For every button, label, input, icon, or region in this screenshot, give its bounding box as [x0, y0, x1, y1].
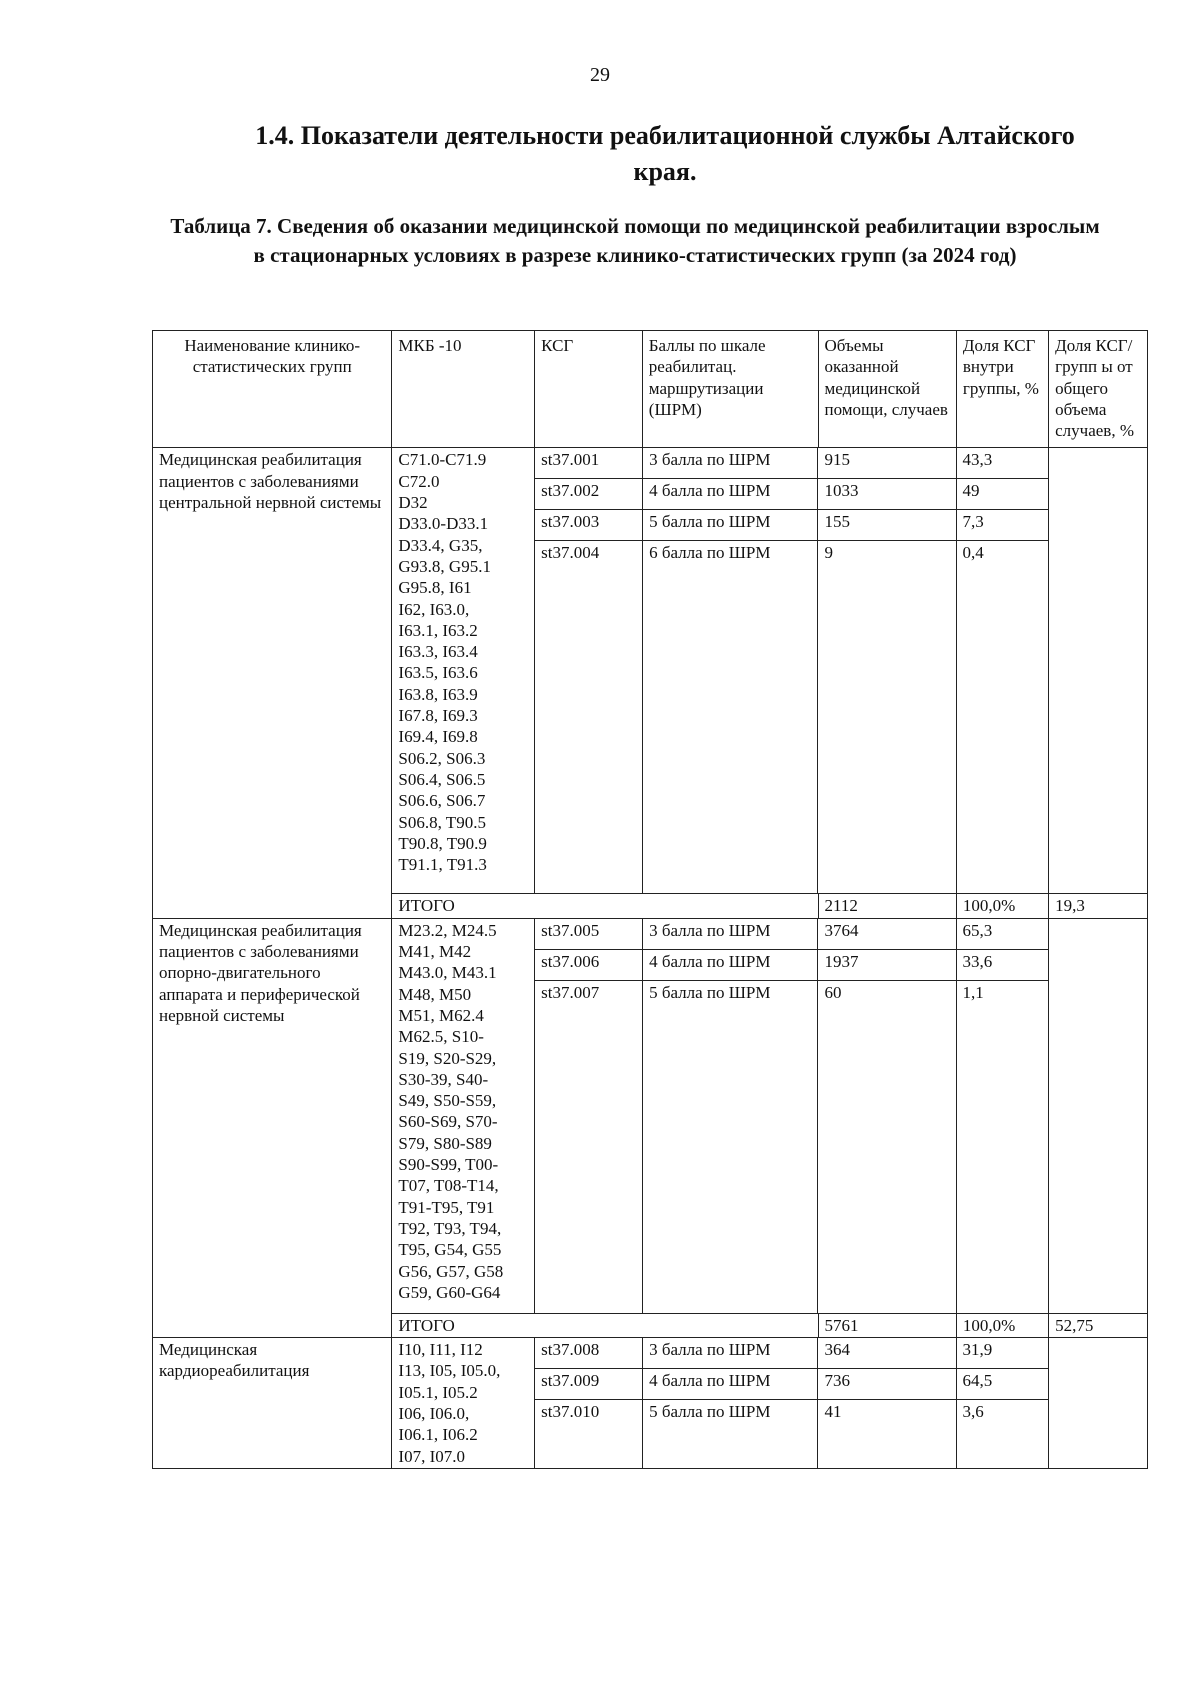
group-row: [153, 1338, 1148, 1469]
ksg-code: st37.001: [535, 448, 642, 479]
ksg-code: st37.010: [535, 1400, 642, 1469]
ksg-share: 43,3: [956, 448, 1048, 479]
ksg-score: 6 балла по ШРМ: [643, 541, 818, 894]
ksg-volume: 364: [818, 1338, 956, 1369]
total-label: ИТОГО: [392, 894, 818, 918]
total-share: 100,0%: [956, 1313, 1048, 1337]
total-volume: 2112: [818, 894, 956, 918]
ksg-volume: 9: [818, 541, 956, 894]
ksg-share: 64,5: [956, 1369, 1048, 1400]
header-group: Наименование клинико-статистических групп: [153, 331, 392, 448]
ksg-score: 3 балла по ШРМ: [643, 448, 818, 479]
ksg-share: 31,9: [956, 1338, 1048, 1369]
group-name: Медицинская реабилитация пациентов с заболеваниями опорно-двигательного аппарата и периферической нервной системы: [153, 918, 392, 1337]
ksg-volume: 155: [818, 510, 956, 541]
header-share-in-group: Доля КСГ внутри группы, %: [956, 331, 1048, 448]
ksg-score: 3 балла по ШРМ: [643, 919, 818, 950]
ksg-code: st37.006: [535, 949, 642, 980]
ksg-volume: 1033: [818, 479, 956, 510]
ksg-share: 33,6: [956, 949, 1048, 980]
ksg-subtable-cell: [535, 1338, 1049, 1469]
group-name: Медицинская кардиореабилитация: [153, 1338, 392, 1469]
header-volume: Объемы оказанной медицинской помощи, случаев: [818, 331, 956, 448]
header-score: Баллы по шкале реабилитац. маршрутизации (ШРМ): [642, 331, 818, 448]
table-caption: Таблица 7. Сведения об оказании медицинской помощи по медицинской реабилитации взрослым в стационарных условиях в разрезе клинико-статистических групп (за 2024 год): [170, 214, 1100, 267]
ksg-subtable-cell: [535, 448, 1049, 894]
ksg-row: [535, 448, 1048, 479]
ksg-score: 5 балла по ШРМ: [643, 980, 818, 1313]
ksg-share: 49: [956, 479, 1048, 510]
ksg-code: st37.002: [535, 479, 642, 510]
share-total-empty: [1049, 918, 1148, 1313]
ksg-volume: 41: [818, 1400, 956, 1469]
group-share-total: 52,75: [1049, 1313, 1148, 1337]
ksg-row: [535, 541, 1048, 894]
ksg-code: st37.005: [535, 919, 642, 950]
mkb-codes: I10, I11, I12 I13, I05, I05.0, I05.1, I05.2 I06, I06.0, I06.1, I06.2 I07, I07.0: [392, 1338, 535, 1469]
ksg-code: st37.007: [535, 980, 642, 1313]
group-row: [153, 918, 1148, 1313]
ksg-volume: 915: [818, 448, 956, 479]
ksg-row: [535, 1338, 1048, 1369]
group-share-total: 19,3: [1049, 894, 1148, 918]
ksg-score: 4 балла по ШРМ: [643, 949, 818, 980]
ksg-share: 0,4: [956, 541, 1048, 894]
ksg-share: 3,6: [956, 1400, 1048, 1469]
ksg-share: 7,3: [956, 510, 1048, 541]
section-title: 1.4. Показатели деятельности реабилитационной службы Алтайского края.: [255, 121, 1075, 186]
header-share-total: Доля КСГ/групп ы от общего объема случаев, %: [1049, 331, 1148, 448]
ksg-row: [535, 510, 1048, 541]
ksg-row: [535, 479, 1048, 510]
ksg-row: [535, 949, 1048, 980]
ksg-code: st37.009: [535, 1369, 642, 1400]
ksg-score: 3 балла по ШРМ: [643, 1338, 818, 1369]
header-mkb: МКБ -10: [392, 331, 535, 448]
ksg-code: st37.003: [535, 510, 642, 541]
mkb-codes: M23.2, M24.5 M41, M42 M43.0, M43.1 M48, M50 M51, M62.4 M62.5, S10- S19, S20-S29, S30-39, S40- S49, S50-S59, S60-S69, S70- S79, S80-S89 S90-S99, T00- T07, T08-T14, T91-T95, T91 T92, T93, T94, T95, G54, G55 G56, G57, G58 G59, G60-G64: [392, 918, 535, 1313]
mkb-codes: C71.0-C71.9 C72.0 D32 D33.0-D33.1 D33.4, G35, G93.8, G95.1 G95.8, I61 I62, I63.0, I63.1, I63.2 I63.3, I63.4 I63.5, I63.6 I63.8, I63.9 I67.8, I69.3 I69.4, I69.8 S06.2, S06.3 S06.4, S06.5 S06.6, S06.7 S06.8, T90.5 T90.8, T90.9 T91.1, T91.3: [392, 448, 535, 894]
total-share: 100,0%: [956, 894, 1048, 918]
header-ksg: КСГ: [535, 331, 643, 448]
page-number: 29: [590, 64, 610, 86]
ksg-row: [535, 980, 1048, 1313]
total-volume: 5761: [818, 1313, 956, 1337]
table-header-row: [153, 331, 1148, 448]
rehab-table: [152, 330, 1148, 1469]
share-total-empty: [1049, 1338, 1148, 1469]
ksg-score: 5 балла по ШРМ: [643, 510, 818, 541]
ksg-row: [535, 919, 1048, 950]
ksg-volume: 60: [818, 980, 956, 1313]
ksg-volume: 3764: [818, 919, 956, 950]
total-label: ИТОГО: [392, 1313, 818, 1337]
ksg-row: [535, 1400, 1048, 1469]
ksg-score: 4 балла по ШРМ: [643, 479, 818, 510]
ksg-score: 5 балла по ШРМ: [643, 1400, 818, 1469]
ksg-code: st37.004: [535, 541, 642, 894]
ksg-row: [535, 1369, 1048, 1400]
ksg-score: 4 балла по ШРМ: [643, 1369, 818, 1400]
ksg-volume: 736: [818, 1369, 956, 1400]
group-row: [153, 448, 1148, 894]
ksg-share: 1,1: [956, 980, 1048, 1313]
ksg-subtable-cell: [535, 918, 1049, 1313]
ksg-volume: 1937: [818, 949, 956, 980]
share-total-empty: [1049, 448, 1148, 894]
ksg-share: 65,3: [956, 919, 1048, 950]
group-name: Медицинская реабилитация пациентов с заболеваниями центральной нервной системы: [153, 448, 392, 918]
ksg-code: st37.008: [535, 1338, 642, 1369]
